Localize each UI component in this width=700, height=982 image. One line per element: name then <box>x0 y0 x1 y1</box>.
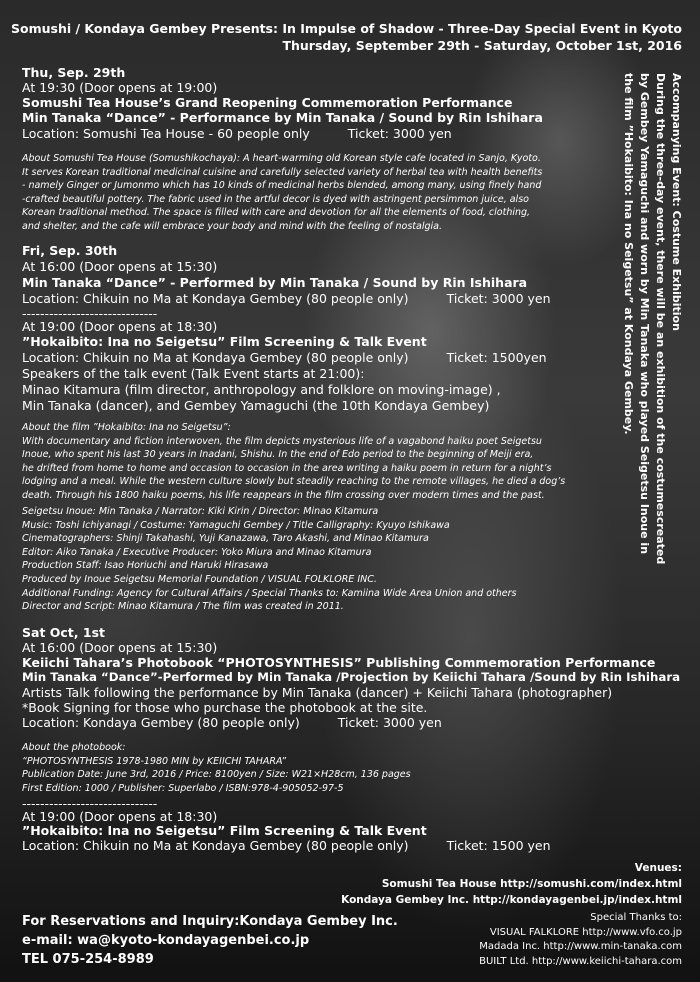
photobook-line: About the photobook: <box>22 742 126 753</box>
day1-location-line <box>22 126 452 141</box>
day3-location1-line <box>22 715 442 730</box>
credits-line: Production Staff: Isao Horiuchi and Haruki Hirasawa <box>22 560 269 572</box>
contact-email[interactable]: e-mail: wa@kyoto-kondayagenbei.co.jp <box>22 933 310 948</box>
day2-speakers-line: Min Tanaka (dancer), and Gembey Yamaguchi (the 10th Kondaya Gembey) <box>22 398 490 413</box>
day1-ticket: Ticket: 3000 yen <box>347 126 452 141</box>
side-line-3: by Gembey Yamaguchi and worn by Min Tanaka who played Seigetsu Inoue in <box>638 73 651 555</box>
credits-line: Seigetsu Inoue: Min Tanaka / Narrator: Kiki Kirin / Director: Minao Kitamura <box>22 506 379 517</box>
film-about <box>22 421 565 503</box>
day3-subtitle1: Min Tanaka “Dance”-Performed by Min Tanaka /Projection by Keiichi Tahara /Sound by Rin Ishihara <box>22 670 681 684</box>
day2-location2-line <box>22 350 547 365</box>
film-credits <box>22 505 517 614</box>
day1-location: Location: Somushi Tea House - 60 people only <box>22 126 310 141</box>
day1-about <box>22 152 542 234</box>
reservations-label: For Reservations and Inquiry:Kondaya Gembey Inc. <box>22 914 398 929</box>
day2-date: Fri, Sep. 30th <box>22 243 118 258</box>
thanks-madada[interactable]: Madada Inc. http://www.min-tanaka.com <box>479 941 682 953</box>
film-about-line: death. Through his 1800 haiku poems, his life reappears in the film crossing over modern times and the past. <box>22 489 545 501</box>
day3-title1: Keiichi Tahara’s Photobook “PHOTOSYNTHESIS” Publishing Commemoration Performance <box>22 655 656 670</box>
film-about-line: he drifted from home to home and occasion to occasion in the area writing a haiku poem in return for a night’s <box>22 462 552 474</box>
day2-ticket1: Ticket: 3000 yen <box>446 291 551 306</box>
film-about-line: About the film ”Hokaibito: Ina no Seigetsu”: <box>22 422 231 433</box>
day3-date: Sat Oct, 1st <box>22 625 105 640</box>
venues-label: Venues: <box>634 862 682 874</box>
costume-exhibition-notice <box>620 73 684 603</box>
day2-speakers <box>22 366 501 414</box>
venue-somushi[interactable]: Somushi Tea House http://somushi.com/index.html <box>381 878 682 890</box>
film-about-line: Inoue, who spent his last 30 years in Inadani, Shishu. In the end of Edo period to the beginning of Meiji era, <box>22 449 534 461</box>
credits-line: Cinematographers: Shinji Takahashi, Yuji Kanazawa, Taro Akashi, and Minao Kitamura <box>22 533 429 545</box>
credits-line: Additional Funding: Agency for Cultural Affairs / Special Thanks to: Kamiina Wide Area Union and others <box>22 587 517 599</box>
day3-location2-line <box>22 838 551 853</box>
day3-location1: Location: Kondaya Gembey (80 people only) <box>22 715 300 730</box>
venues-block <box>341 860 682 908</box>
day1-about-line: and shelter, and the cafe will embrace your body and mind with the feeling of nostalgia. <box>22 220 442 232</box>
day3-time1: At 16:00 (Door opens at 15:30) <box>22 640 218 655</box>
day3-time2: At 19:00 (Door opens at 18:30) <box>22 809 218 824</box>
header-title: Somushi / Kondaya Gembey Presents: In Impulse of Shadow - Three-Day Special Event in Kyoto <box>10 21 682 36</box>
credits-line: Director and Script: Minao Kitamura / The film was created in 2011. <box>22 601 344 613</box>
day3-artists-talk: Artists Talk following the performance by Min Tanaka (dancer) + Keiichi Tahara (photographer) <box>22 685 613 700</box>
day1-about-line: -crafted beautiful pottery. The fabric used in the artful decor is dyed with astringent persimmon juice, also <box>22 193 529 205</box>
day1-about-line: It serves Korean traditional medicinal cuisine and carefully selected variety of herbal tea with health benefits <box>22 166 543 178</box>
day2-time2: At 19:00 (Door opens at 18:30) <box>22 319 218 334</box>
side-line-4: the film ”Hokaibito: Ina no Seigetsu” at Kondaya Gembey. <box>622 73 635 435</box>
credits-line: Music: Toshi Ichiyanagi / Costume: Yamaguchi Gembey / Title Calligraphy: Kyuyo Ishikawa <box>22 519 450 531</box>
side-line-1: Accompanying Event: Costume Exhibition <box>670 73 683 331</box>
header-dates: Thursday, September 29th - Saturday, October 1st, 2016 <box>282 38 682 53</box>
day2-location2: Location: Chikuin no Ma at Kondaya Gembey (80 people only) <box>22 350 409 365</box>
film-about-line: lodging and a meal. While the western culture slowly but steadily reaching to the remote villages, he died a dog’s <box>22 476 566 488</box>
day1-subtitle: Min Tanaka “Dance” - Performance by Min Tanaka / Sound by Rin Ishihara <box>22 110 543 125</box>
day2-title2: ”Hokaibito: Ina no Seigetsu” Film Screening & Talk Event <box>22 334 427 349</box>
credits-line: Produced by Inoue Seigetsu Memorial Foundation / VISUAL FOLKLORE INC. <box>22 573 377 585</box>
day1-about-line: - namely Ginger or Jumonmo which has 10 kinds of medicinal herbs blended, among many, using finely hand <box>22 180 542 192</box>
special-thanks-label: Special Thanks to: <box>590 912 682 923</box>
day3-divider: ------------------------------ <box>22 796 158 811</box>
day3-ticket2: Ticket: 1500 yen <box>446 838 551 853</box>
special-thanks-block <box>479 911 682 969</box>
day1-title: Somushi Tea House’s Grand Reopening Commemoration Performance <box>22 95 513 110</box>
day1-about-line: Korean traditional method. The space is filled with care and devotion for all the elements of food, clothing, <box>22 207 531 219</box>
day2-location1-line <box>22 291 551 306</box>
day2-speakers-line: Speakers of the talk event (Talk Event starts at 21:00): <box>22 366 365 381</box>
photobook-line: “PHOTOSYNTHESIS 1978-1980 MIN by KEIICHI TAHARA” <box>22 755 287 767</box>
day2-speakers-line: Minao Kitamura (film director, anthropology and folklore on moving-image) , <box>22 382 501 397</box>
side-line-2: During the three-day event, there will be an exhibition of the costumescreated <box>654 73 667 565</box>
day2-divider: ------------------------------ <box>22 306 158 321</box>
contact-phone[interactable]: TEL 075-254-8989 <box>22 952 154 967</box>
day2-ticket2: Ticket: 1500yen <box>446 350 547 365</box>
contact-block <box>22 912 398 969</box>
day3-book-signing: *Book Signing for those who purchase the photobook at the site. <box>22 700 428 715</box>
photobook-line: Publication Date: June 3rd, 2016 / Price: 8100yen / Size: W21×H28cm, 136 pages <box>22 769 411 781</box>
day3-title2: ”Hokaibito: Ina no Seigetsu” Film Screening & Talk Event <box>22 823 427 838</box>
day2-time1: At 16:00 (Door opens at 15:30) <box>22 259 218 274</box>
thanks-visual-folklore[interactable]: VISUAL FALKLORE http://www.vfo.co.jp <box>489 926 682 938</box>
day3-location2: Location: Chikuin no Ma at Kondaya Gembey (80 people only) <box>22 838 409 853</box>
photobook-about <box>22 741 411 795</box>
day2-title1: Min Tanaka “Dance” - Performed by Min Tanaka / Sound by Rin Ishihara <box>22 275 528 290</box>
day1-time: At 19:30 (Door opens at 19:00) <box>22 80 218 95</box>
thanks-built[interactable]: BUILT Ltd. http://www.keiichi-tahara.com <box>479 955 682 967</box>
day2-location1: Location: Chikuin no Ma at Kondaya Gembey (80 people only) <box>22 291 409 306</box>
day1-date: Thu, Sep. 29th <box>22 65 126 80</box>
day3-ticket1: Ticket: 3000 yen <box>337 715 442 730</box>
day1-about-line: About Somushi Tea House (Somushikochaya): A heart-warming old Korean style cafe located in Sanjo, Kyoto. <box>22 153 541 164</box>
film-about-line: With documentary and fiction interwoven, the film depicts mysterious life of a vagabond haiku poet Seigetsu <box>22 435 542 447</box>
photobook-line: First Edition: 1000 / Publisher: Superlabo / ISBN:978-4-905052-97-5 <box>22 782 344 794</box>
poster-header <box>11 20 682 54</box>
venue-kondaya[interactable]: Kondaya Gembey Inc. http://kondayagenbei.jp/index.html <box>341 894 682 906</box>
credits-line: Editor: Aiko Tanaka / Executive Producer: Yoko Miura and Minao Kitamura <box>22 546 372 558</box>
